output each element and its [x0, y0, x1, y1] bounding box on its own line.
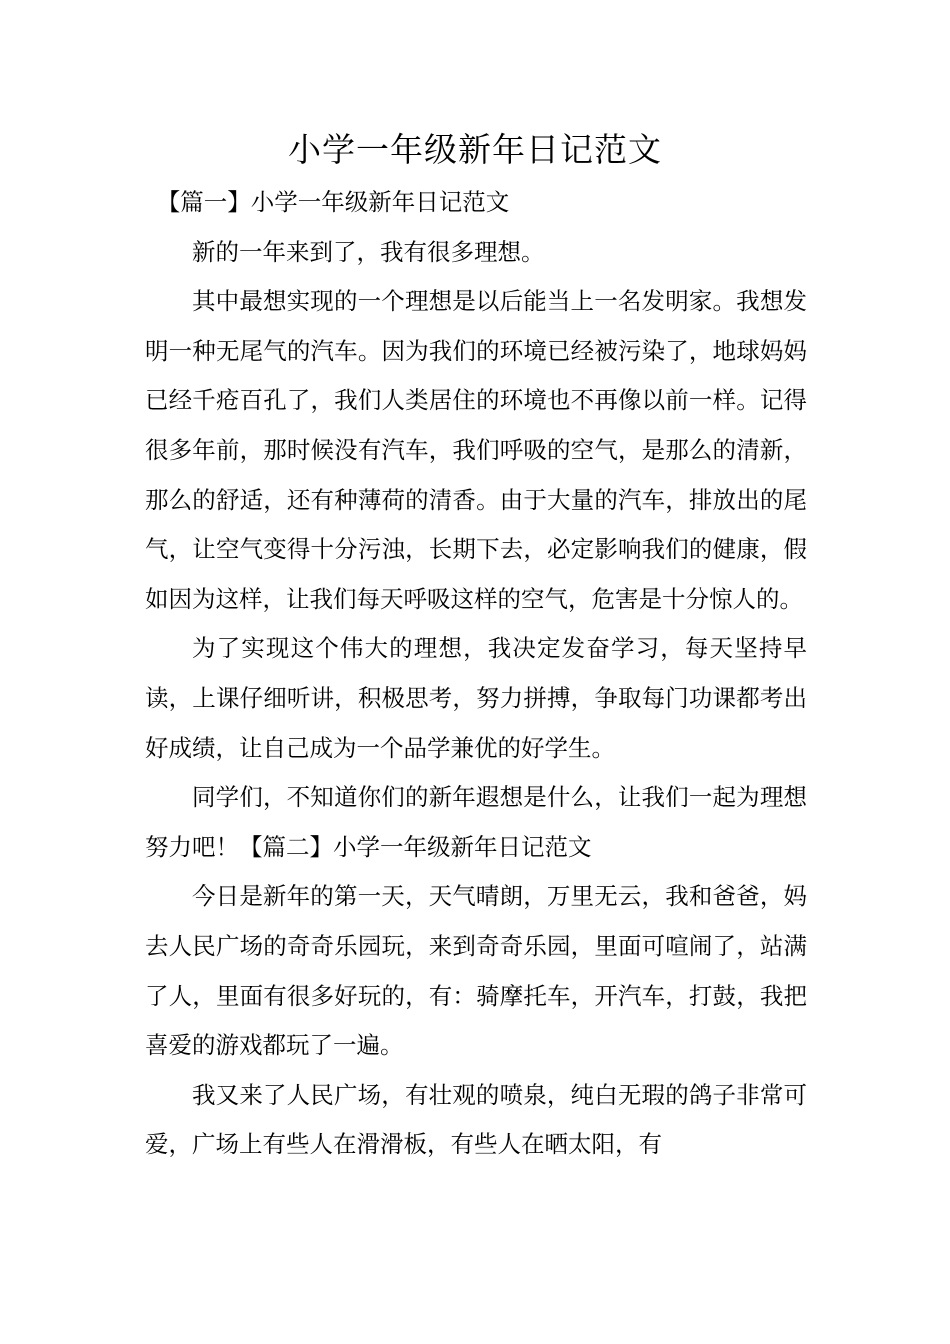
paragraph: 其中最想实现的一个理想是以后能当上一名发明家。我想发明一种无尾气的汽车。因为我们的环境已经被污染了，地球妈妈已经千疮百孔了，我们人类居住的环境也不再像以前一样。记得很多年前，那时候没有汽车，我们呼吸的空气，是那么的清新，那么的舒适，还有种薄荷的清香。由于大量的汽车，排放出的尾气，让空气变得十分污浊，长期下去，必定影响我们的健康，假如因为这样，让我们每天呼吸这样的空气，危害是十分惊人的。 [145, 287, 807, 613]
paragraph: 新的一年来到了，我有很多理想。 [192, 237, 545, 266]
document-title: 小学一年级新年日记范文 [288, 130, 662, 169]
section-heading: 【篇一】小学一年级新年日记范文 [156, 188, 510, 216]
paragraph: 同学们，不知道你们的新年遐想是什么，让我们一起为理想努力吧！【篇二】小学一年级新年日记范文 [145, 783, 807, 861]
paragraph: 我又来了人民广场，有壮观的喷泉，纯白无瑕的鸽子非常可爱，广场上有些人在滑滑板，有些人在晒太阳，有 [145, 1080, 807, 1159]
paragraph: 今日是新年的第一天，天气晴朗，万里无云，我和爸爸，妈去人民广场的奇奇乐园玩，来到奇奇乐园，里面可喧闹了，站满了人，里面有很多好玩的，有：骑摩托车，开汽车，打鼓，我把喜爱的游戏都玩了一遍。 [145, 882, 807, 1060]
document-body [145, 178, 807, 1170]
paragraph: 为了实现这个伟大的理想，我决定发奋学习，每天坚持早读，上课仔细听讲，积极思考，努力拼搏，争取每门功课都考出好成绩，让自己成为一个品学兼优的好学生。 [145, 634, 807, 762]
